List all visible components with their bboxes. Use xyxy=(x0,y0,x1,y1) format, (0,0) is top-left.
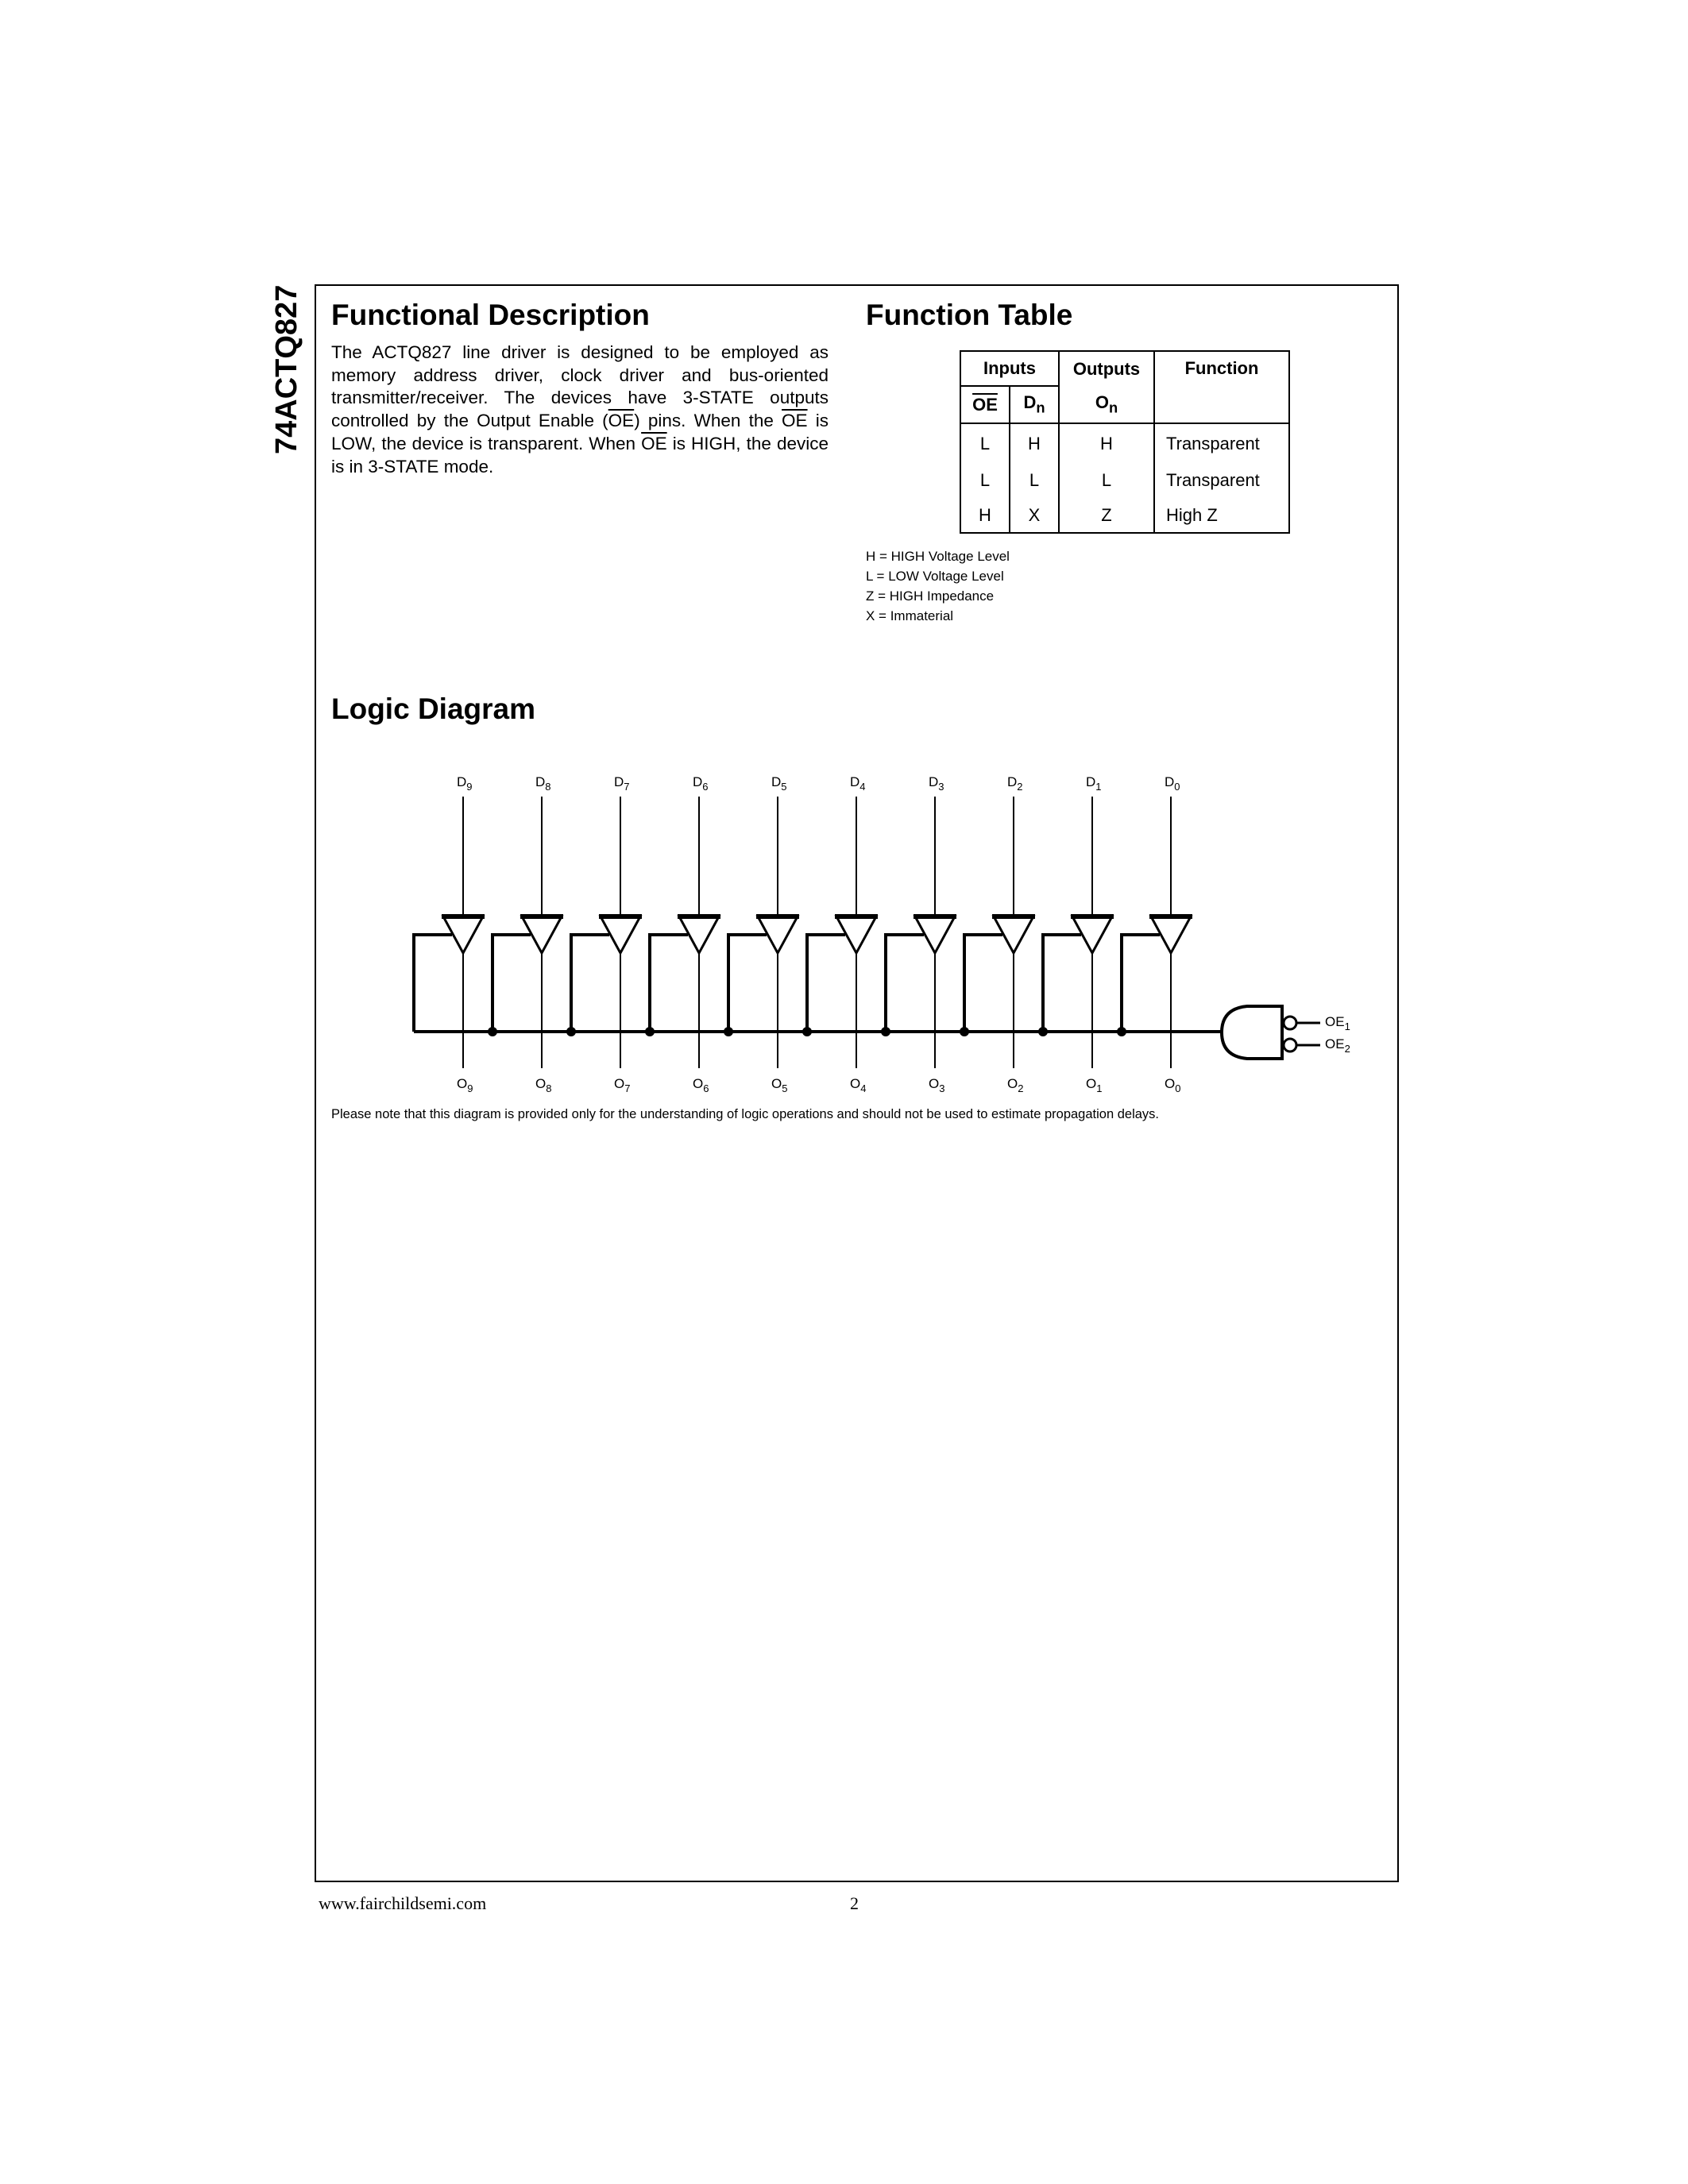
input-label-d3: $D_3$ xyxy=(929,774,944,793)
functional-description-heading: Functional Description xyxy=(331,299,650,331)
input-label-d9: $D_9$ xyxy=(457,774,473,793)
legend-item: H = HIGH Voltage Level xyxy=(866,549,1010,564)
enable-line xyxy=(414,935,452,1032)
enable-line xyxy=(1043,935,1081,1032)
header-function: Function xyxy=(1154,351,1289,423)
legend-item: L = LOW Voltage Level xyxy=(866,569,1004,584)
cell-function: High Z xyxy=(1154,498,1289,533)
enable-line xyxy=(1122,935,1160,1032)
oe-overbar: $\overline{OE}$ xyxy=(782,411,808,431)
output-label-o6: $O_6$ xyxy=(693,1076,709,1094)
cell-function: Transparent xyxy=(1154,463,1289,498)
desc-part: ) pins. When the xyxy=(634,411,782,431)
header-dn: D xyxy=(1023,392,1037,413)
cell-function: Transparent xyxy=(1154,423,1289,463)
header-on: O xyxy=(1095,392,1109,412)
legend-item: X = Immaterial xyxy=(866,608,954,623)
input-label-d2: $D_2$ xyxy=(1007,774,1023,793)
output-label-o2: $O_2$ xyxy=(1007,1076,1024,1094)
oe-overbar: $\overline{OE}$ xyxy=(641,433,667,453)
cell-on: L xyxy=(1059,463,1154,498)
subscript: n xyxy=(1036,399,1045,416)
part-number-title: 74ACTQ827 xyxy=(270,284,303,454)
output-label-o5: $O_5$ xyxy=(771,1076,788,1094)
and-gate-icon xyxy=(1222,1006,1282,1059)
inverter-bubble-icon xyxy=(1284,1039,1296,1051)
input-label-d4: $D_4$ xyxy=(850,774,866,793)
cell-oe: L xyxy=(960,463,1010,498)
input-label-d1: $D_1$ xyxy=(1086,774,1102,793)
footer-url[interactable]: www.fairchildsemi.com xyxy=(319,1893,487,1913)
enable-line xyxy=(886,935,924,1032)
diagram-note: Please note that this diagram is provided only for the understanding of logic operations and should not be used to estimate propagation delays. xyxy=(331,1107,1160,1121)
enable-line xyxy=(807,935,845,1032)
output-label-o4: $O_4$ xyxy=(850,1076,867,1094)
inverter-bubble-icon xyxy=(1284,1017,1296,1029)
cell-dn: H xyxy=(1010,423,1059,463)
enable-line xyxy=(728,935,767,1032)
output-label-o3: $O_3$ xyxy=(929,1076,945,1094)
output-label-o0: $O_0$ xyxy=(1165,1076,1181,1094)
enable-line xyxy=(650,935,688,1032)
logic-diagram-heading: Logic Diagram xyxy=(331,693,535,725)
enable-line xyxy=(492,935,531,1032)
output-label-o1: $O_1$ xyxy=(1086,1076,1103,1094)
cell-on: H xyxy=(1059,423,1154,463)
oe-overbar: $\overline{OE}$ xyxy=(608,411,635,431)
input-label-d7: $D_7$ xyxy=(614,774,630,793)
function-table-heading: Function Table xyxy=(866,299,1073,331)
input-label-d0: $D_0$ xyxy=(1165,774,1180,793)
output-label-o8: $O_8$ xyxy=(535,1076,552,1094)
cell-on: Z xyxy=(1059,498,1154,533)
enable-label-oe1: $OE_1$ xyxy=(1325,1014,1350,1032)
cell-dn: X xyxy=(1010,498,1059,533)
output-label-o7: $O_7$ xyxy=(614,1076,631,1094)
input-label-d6: $D_6$ xyxy=(693,774,709,793)
output-label-o9: $O_9$ xyxy=(457,1076,473,1094)
cell-dn: L xyxy=(1010,463,1059,498)
header-outputs: Outputs xyxy=(1059,351,1154,386)
enable-label-oe2: $OE_2$ xyxy=(1325,1036,1350,1055)
input-label-d5: $D_5$ xyxy=(771,774,787,793)
enable-line xyxy=(964,935,1002,1032)
legend-item: Z = HIGH Impedance xyxy=(866,588,995,604)
enable-line xyxy=(571,935,609,1032)
cell-oe: H xyxy=(960,498,1010,533)
cell-oe: L xyxy=(960,423,1010,463)
desc-part: is HIGH, the device is in 3-STATE mode. xyxy=(331,433,829,477)
desc-part: The ACTQ827 line driver is designed to be employed as memory address driver, clock driver and bus-oriented transmitter/receiver. The devices have 3-STATE outputs controlled by the Output Enable ( xyxy=(331,342,829,431)
header-inputs: Inputs xyxy=(960,351,1059,386)
subscript: n xyxy=(1108,399,1118,416)
desc-part: is LOW, the device is transparent. When xyxy=(331,411,829,453)
page-number: 2 xyxy=(850,1893,859,1913)
header-oe: $\overline{OE}$ xyxy=(972,394,998,415)
input-label-d8: $D_8$ xyxy=(535,774,551,793)
